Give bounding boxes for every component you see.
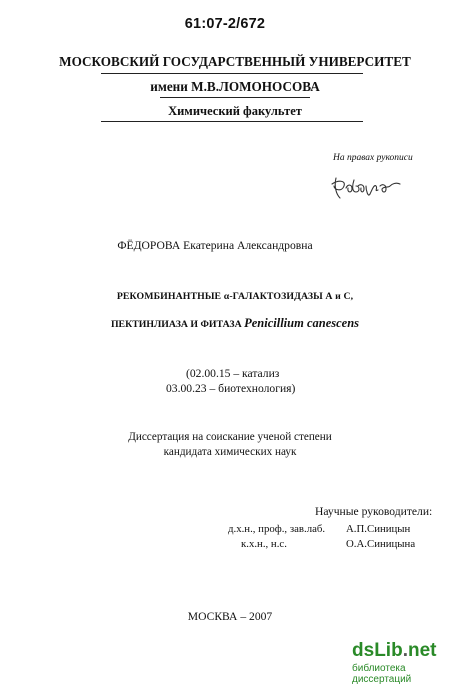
city-year: МОСКВА – 2007	[187, 610, 273, 623]
header-rule-2	[160, 97, 310, 98]
university-name-line2: имени М.В.ЛОМОНОСОВА	[150, 79, 320, 94]
supervisor-name: О.А.Синицына	[346, 538, 416, 550]
logo-tagline: библиотека диссертаций	[352, 663, 412, 685]
specialty-line2: 03.00.23 – биотехнология)	[166, 382, 296, 395]
logo-wordmark: dsLib.net	[352, 640, 437, 661]
dissertation-title-line2	[0, 316, 450, 331]
supervisor-credentials: д.х.н., проф., зав.лаб.	[228, 523, 326, 535]
degree-line2: кандидата химических наук	[163, 446, 297, 458]
university-name: МОСКОВСКИЙ ГОСУДАРСТВЕННЫЙ УНИВЕРСИТЕТ	[59, 54, 411, 69]
dslib-watermark-logo	[352, 640, 448, 685]
degree-line1: Диссертация на соискание ученой степени	[128, 431, 332, 443]
author-signature	[330, 172, 406, 202]
header-rule-3	[101, 121, 363, 122]
specialty-line1: (02.00.15 – катализ	[186, 367, 280, 380]
supervisor-name: А.П.Синицын	[346, 523, 411, 535]
title-line2-species: Penicillium canescens	[244, 316, 360, 330]
supervisor-credentials: к.х.н., н.с.	[241, 538, 287, 550]
dissertation-title-line1: РЕКОМБИНАНТНЫЕ α-ГАЛАКТОЗИДАЗЫ А и С,	[116, 291, 354, 302]
title-line2-plain: ПЕКТИНЛИАЗА И ФИТАЗА	[110, 319, 245, 330]
supervisor-row	[228, 523, 411, 535]
header-rule-1	[101, 73, 363, 74]
catalog-code: 61:07-2/672	[184, 16, 266, 32]
manuscript-rights-note: На правах рукописи	[333, 153, 413, 163]
supervisor-row	[241, 538, 416, 550]
faculty-name: Химический факультет	[168, 104, 302, 118]
author-name: ФЁДОРОВА Екатерина Александровна	[117, 239, 313, 252]
supervisors-heading: Научные руководители:	[315, 505, 433, 518]
